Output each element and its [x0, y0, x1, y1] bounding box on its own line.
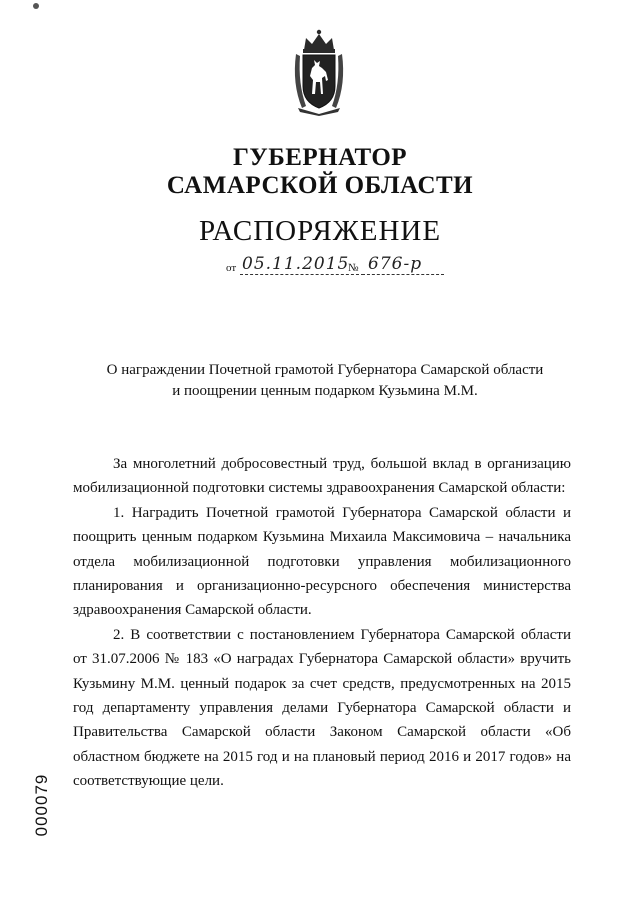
coat-of-arms-icon [288, 28, 350, 116]
scan-dot [33, 3, 39, 9]
date-underline [240, 274, 364, 276]
governor-title: ГУБЕРНАТОР [232, 144, 408, 171]
date-label: от [226, 262, 237, 274]
document-subject [60, 360, 590, 402]
page-serial-number [30, 772, 54, 838]
handwritten-date: 05.11.2015 [242, 254, 350, 274]
body-paragraph: 1. Наградить Почетной грамотой Губернатора Самарской области и поощрить ценным подарком Кузьмина Михаила Максимовича – начальника отдела мобилизационной подготовки управления мобилизационного планирования и организационно-ресурсного обеспечения министерства здравоохранения Самарской области. [73, 504, 571, 619]
number-label: № [348, 262, 359, 274]
handwritten-number: 676-р [368, 254, 423, 274]
body-paragraph: За многолетний добросовестный труд, большой вклад в организацию мобилизационной подготовки системы здравоохранения Самарской области: [73, 456, 571, 497]
body-paragraph: 2. В соответствии с постановлением Губернатора Самарской области от 31.07.2006 № 183 «О наградах Губернатора Самарской области» вручить Кузьмину М.М. ценный подарок за счет средств, предусмотренных на 2015 год департаменту управления делами Губернатора Самарской области и Правительства Самарской области Законом Самарской области «Об областном бюджете на 2015 год и на плановый период 2016 и 2017 годов» на соответствующие цели. [73, 626, 571, 790]
date-number-line [222, 254, 462, 278]
subject-line: и поощрении ценным подарком Кузьмина М.М. [172, 383, 478, 399]
number-underline [362, 274, 444, 276]
serial-text: 000079 [32, 773, 51, 837]
subject-line: О награждении Почетной грамотой Губернатора Самарской области [106, 362, 544, 378]
region-title: САМАРСКОЙ ОБЛАСТИ [166, 172, 474, 199]
document-type: РАСПОРЯЖЕНИЕ [198, 215, 442, 247]
document-body [73, 452, 571, 794]
